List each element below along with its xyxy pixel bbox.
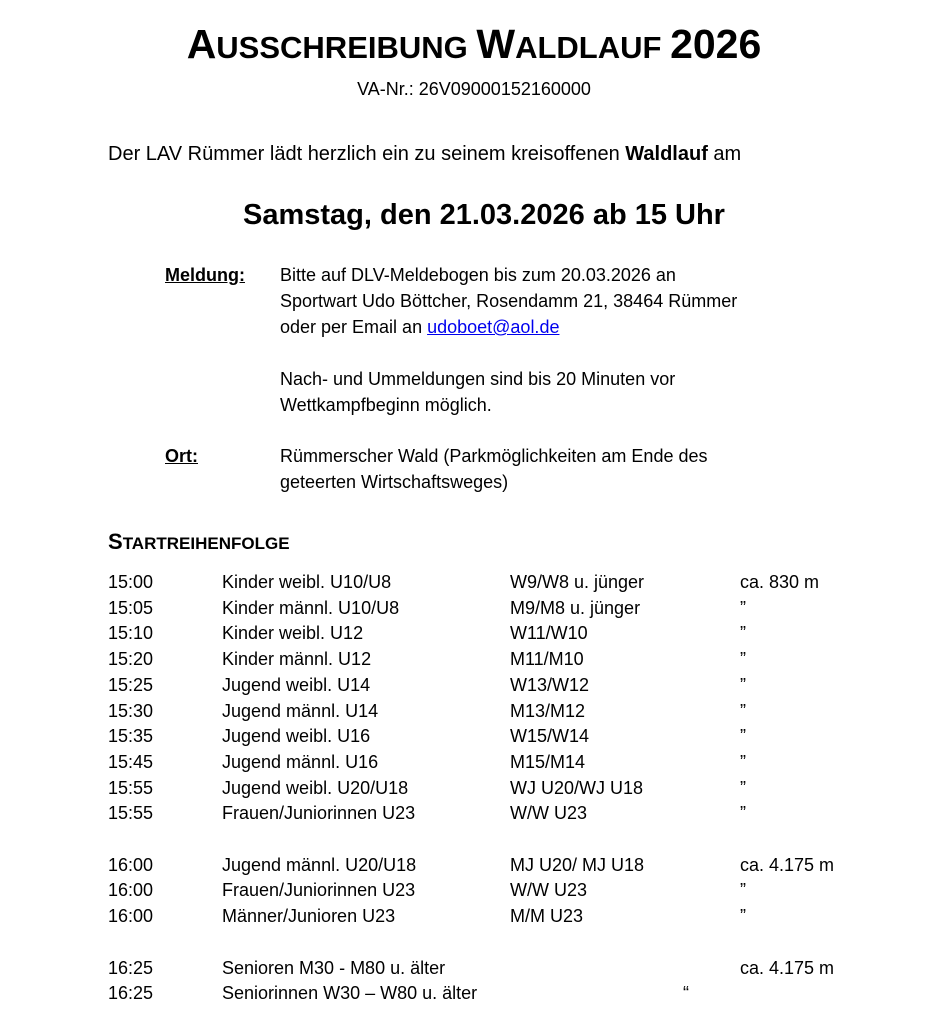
- start-time: 16:25: [108, 983, 154, 1003]
- table-row: [0, 749, 948, 775]
- title-part: W: [476, 21, 516, 67]
- start-time: 15:25: [108, 675, 154, 695]
- age-class: W9/W8 u. jünger: [510, 572, 645, 592]
- title-part: ALDLAUF: [515, 30, 671, 65]
- registration-line-4: Nach- und Ummeldungen sind bis 20 Minuten vor: [280, 369, 676, 389]
- location-label: Ort:: [165, 446, 198, 466]
- table-row: [0, 852, 948, 878]
- section-title: [108, 528, 290, 558]
- registration-line-3: [280, 314, 559, 340]
- start-time: 15:05: [108, 598, 154, 618]
- intro-after: am: [707, 143, 742, 165]
- table-row: [0, 646, 948, 672]
- category: Frauen/Juniorinnen U23: [222, 880, 416, 900]
- table-row: [0, 955, 948, 981]
- intro-bold: Waldlauf: [625, 143, 708, 165]
- distance: ”: [740, 880, 746, 900]
- distance: ”: [740, 598, 746, 618]
- category: Männer/Junioren U23: [222, 906, 396, 926]
- section-title-part: TARTREIHENFOLGE: [122, 534, 290, 553]
- distance: ca. 4.175 m: [740, 855, 835, 875]
- location-line-2: geteerten Wirtschaftsweges): [280, 472, 509, 492]
- table-row: [0, 903, 948, 929]
- page-title: [0, 18, 948, 74]
- distance: “: [683, 983, 689, 1003]
- category: Kinder männl. U12: [222, 649, 372, 669]
- table-row: [0, 723, 948, 749]
- category: Jugend männl. U16: [222, 752, 379, 772]
- distance: ”: [740, 752, 746, 772]
- table-row: [0, 698, 948, 724]
- table-row: [0, 775, 948, 801]
- distance: ca. 4.175 m: [740, 958, 835, 978]
- table-row: [0, 877, 948, 903]
- age-class: W13/W12: [510, 675, 590, 695]
- start-time: 16:00: [108, 906, 154, 926]
- category: Kinder männl. U10/U8: [222, 598, 400, 618]
- distance: ”: [740, 803, 746, 823]
- table-row: [0, 980, 948, 1006]
- start-time: 16:25: [108, 958, 154, 978]
- intro-text: [108, 142, 741, 166]
- category: Kinder weibl. U10/U8: [222, 572, 392, 592]
- age-class: M13/M12: [510, 701, 586, 721]
- registration-email-prefix: oder per Email an: [280, 317, 428, 337]
- start-time: 15:20: [108, 649, 154, 669]
- category: Jugend männl. U20/U18: [222, 855, 417, 875]
- start-time: 15:00: [108, 572, 154, 592]
- table-row: [0, 672, 948, 698]
- age-class: WJ U20/WJ U18: [510, 778, 644, 798]
- start-time: 16:00: [108, 880, 154, 900]
- distance: ”: [740, 675, 746, 695]
- age-class: W/W U23: [510, 880, 588, 900]
- title-part: USSCHREIBUNG: [216, 30, 477, 65]
- category: Senioren M30 - M80 u. älter: [222, 958, 446, 978]
- category: Jugend weibl. U14: [222, 675, 371, 695]
- event-date: Samstag, den 21.03.2026 ab 15 Uhr: [243, 199, 725, 231]
- table-row: [0, 595, 948, 621]
- category: Jugend weibl. U20/U18: [222, 778, 409, 798]
- title-part: A: [186, 21, 217, 67]
- distance: ”: [740, 623, 746, 643]
- category: Frauen/Juniorinnen U23: [222, 803, 416, 823]
- registration-line-2: Sportwart Udo Böttcher, Rosendamm 21, 38464 Rümmer: [280, 291, 738, 311]
- start-time: 15:55: [108, 778, 154, 798]
- age-class: MJ U20/ MJ U18: [510, 855, 645, 875]
- start-time: 15:35: [108, 726, 154, 746]
- start-time: 15:45: [108, 752, 154, 772]
- age-class: W11/W10: [510, 623, 588, 643]
- category: Jugend weibl. U16: [222, 726, 371, 746]
- category: Jugend männl. U14: [222, 701, 379, 721]
- va-number: VA-Nr.: 26V09000152160000: [357, 79, 591, 99]
- table-row: [0, 800, 948, 826]
- age-class: W15/W14: [510, 726, 590, 746]
- start-time: 15:10: [108, 623, 154, 643]
- registration-line-5: Wettkampfbeginn möglich.: [280, 395, 492, 415]
- registration-line-1: Bitte auf DLV-Meldebogen bis zum 20.03.2026 an: [280, 265, 676, 285]
- distance: ”: [740, 778, 746, 798]
- distance: ”: [740, 906, 746, 926]
- distance: ”: [740, 701, 746, 721]
- title-year: 2026: [670, 21, 762, 67]
- age-class: W/W U23: [510, 803, 588, 823]
- location-line-1: Rümmerscher Wald (Parkmöglichkeiten am Ende des: [280, 446, 708, 466]
- distance: ”: [740, 649, 746, 669]
- age-class: M9/M8 u. jünger: [510, 598, 641, 618]
- start-time: 15:30: [108, 701, 154, 721]
- category: Kinder weibl. U12: [222, 623, 364, 643]
- email-link[interactable]: udoboet@aol.de: [427, 317, 560, 337]
- age-class: M15/M14: [510, 752, 586, 772]
- start-time: 15:55: [108, 803, 154, 823]
- age-class: M/M U23: [510, 906, 584, 926]
- table-row: [0, 569, 948, 595]
- table-row: [0, 620, 948, 646]
- section-title-part: S: [108, 529, 123, 554]
- start-time: 16:00: [108, 855, 154, 875]
- intro-before: Der LAV Rümmer lädt herzlich ein zu seinem kreisoffenen: [108, 143, 626, 165]
- age-class: M11/M10: [510, 649, 584, 669]
- distance: ”: [740, 726, 746, 746]
- category: Seniorinnen W30 – W80 u. älter: [222, 983, 478, 1003]
- distance: ca. 830 m: [740, 572, 820, 592]
- registration-label: Meldung:: [165, 265, 245, 285]
